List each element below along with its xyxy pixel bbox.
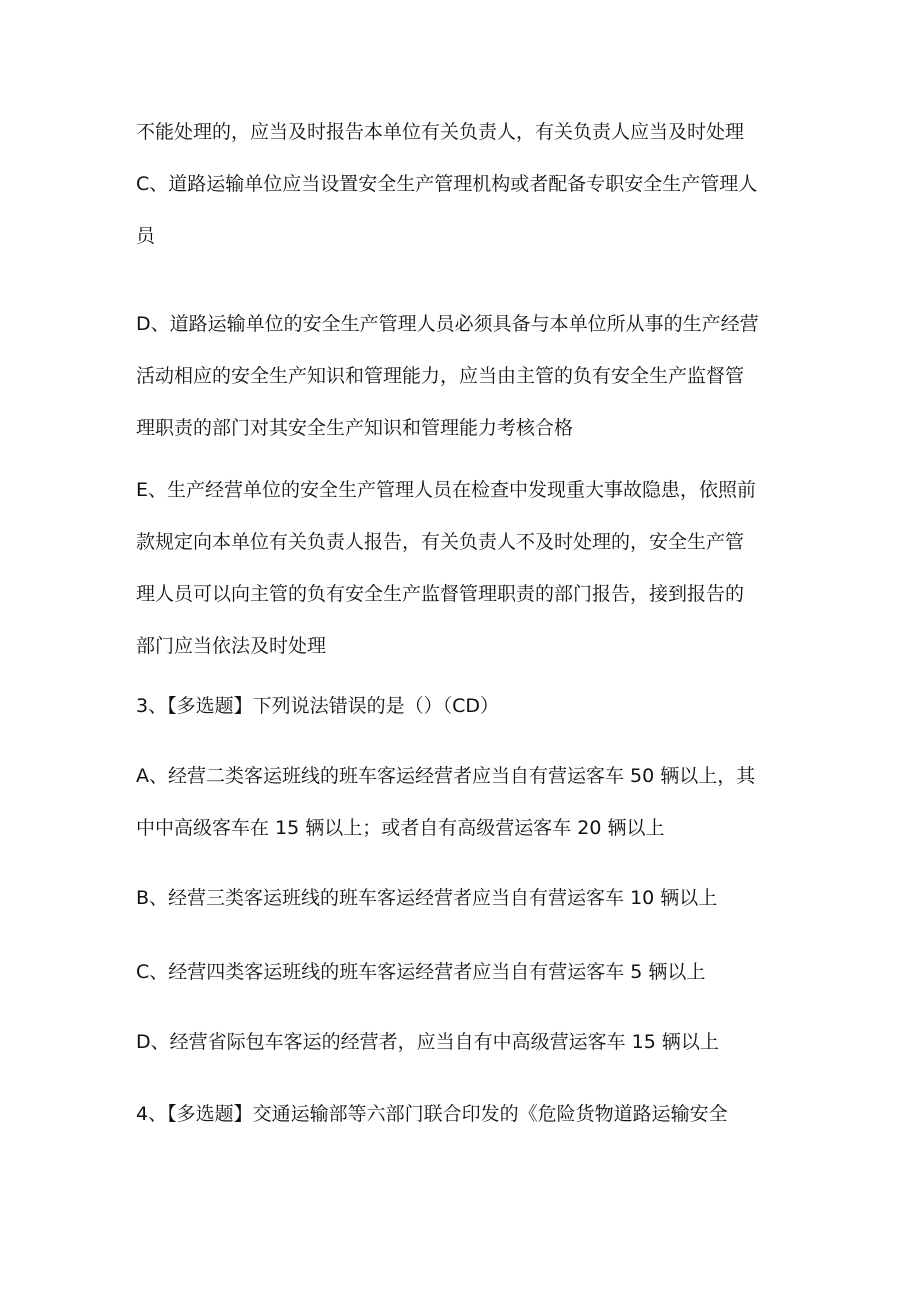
text-line: 员 [136, 225, 156, 247]
question-3-option-c [136, 946, 796, 998]
paragraph-prior-clause [136, 106, 796, 158]
option-c-safety-org [136, 158, 796, 262]
text-line: 活动相应的安全生产知识和管理能力，应当由主管的负有安全生产监督管 [136, 365, 745, 387]
option-e-hazard-reporting [136, 464, 796, 672]
text-line: 理人员可以向主管的负有安全生产监督管理职责的部门报告，接到报告的 [136, 583, 745, 605]
text-line: 不能处理的，应当及时报告本单位有关负责人，有关负责人应当及时处理 [136, 121, 745, 143]
question-3-option-d [136, 1016, 796, 1068]
question-3-option-b [136, 872, 796, 924]
text-line: 3、【多选题】下列说法错误的是（）（CD） [136, 695, 499, 717]
text-line: 中中高级客车在 15 辆以上；或者自有高级营运客车 20 辆以上 [136, 817, 665, 839]
text-line: C、道路运输单位应当设置安全生产管理机构或者配备专职安全生产管理人 [136, 173, 758, 195]
option-d-safety-personnel [136, 298, 796, 454]
text-line: 4、【多选题】交通运输部等六部门联合印发的《危险货物道路运输安全 [136, 1103, 728, 1125]
text-line: B、经营三类客运班线的班车客运经营者应当自有营运客车 10 辆以上 [136, 887, 718, 909]
text-line: 部门应当依法及时处理 [136, 635, 327, 657]
question-3-heading [136, 680, 796, 732]
question-3-option-a [136, 750, 796, 854]
question-4-heading [136, 1088, 796, 1140]
text-line: A、经营二类客运班线的班车客运经营者应当自有营运客车 50 辆以上，其 [136, 765, 756, 787]
text-line: D、经营省际包车客运的经营者，应当自有中高级营运客车 15 辆以上 [136, 1031, 719, 1053]
text-line: E、生产经营单位的安全生产管理人员在检查中发现重大事故隐患，依照前 [136, 479, 757, 501]
text-line: 款规定向本单位有关负责人报告，有关负责人不及时处理的，安全生产管 [136, 531, 745, 553]
text-line: 理职责的部门对其安全生产知识和管理能力考核合格 [136, 417, 574, 439]
text-line: C、经营四类客运班线的班车客运经营者应当自有营运客车 5 辆以上 [136, 961, 706, 983]
text-line: D、道路运输单位的安全生产管理人员必须具备与本单位所从事的生产经营 [136, 313, 759, 335]
